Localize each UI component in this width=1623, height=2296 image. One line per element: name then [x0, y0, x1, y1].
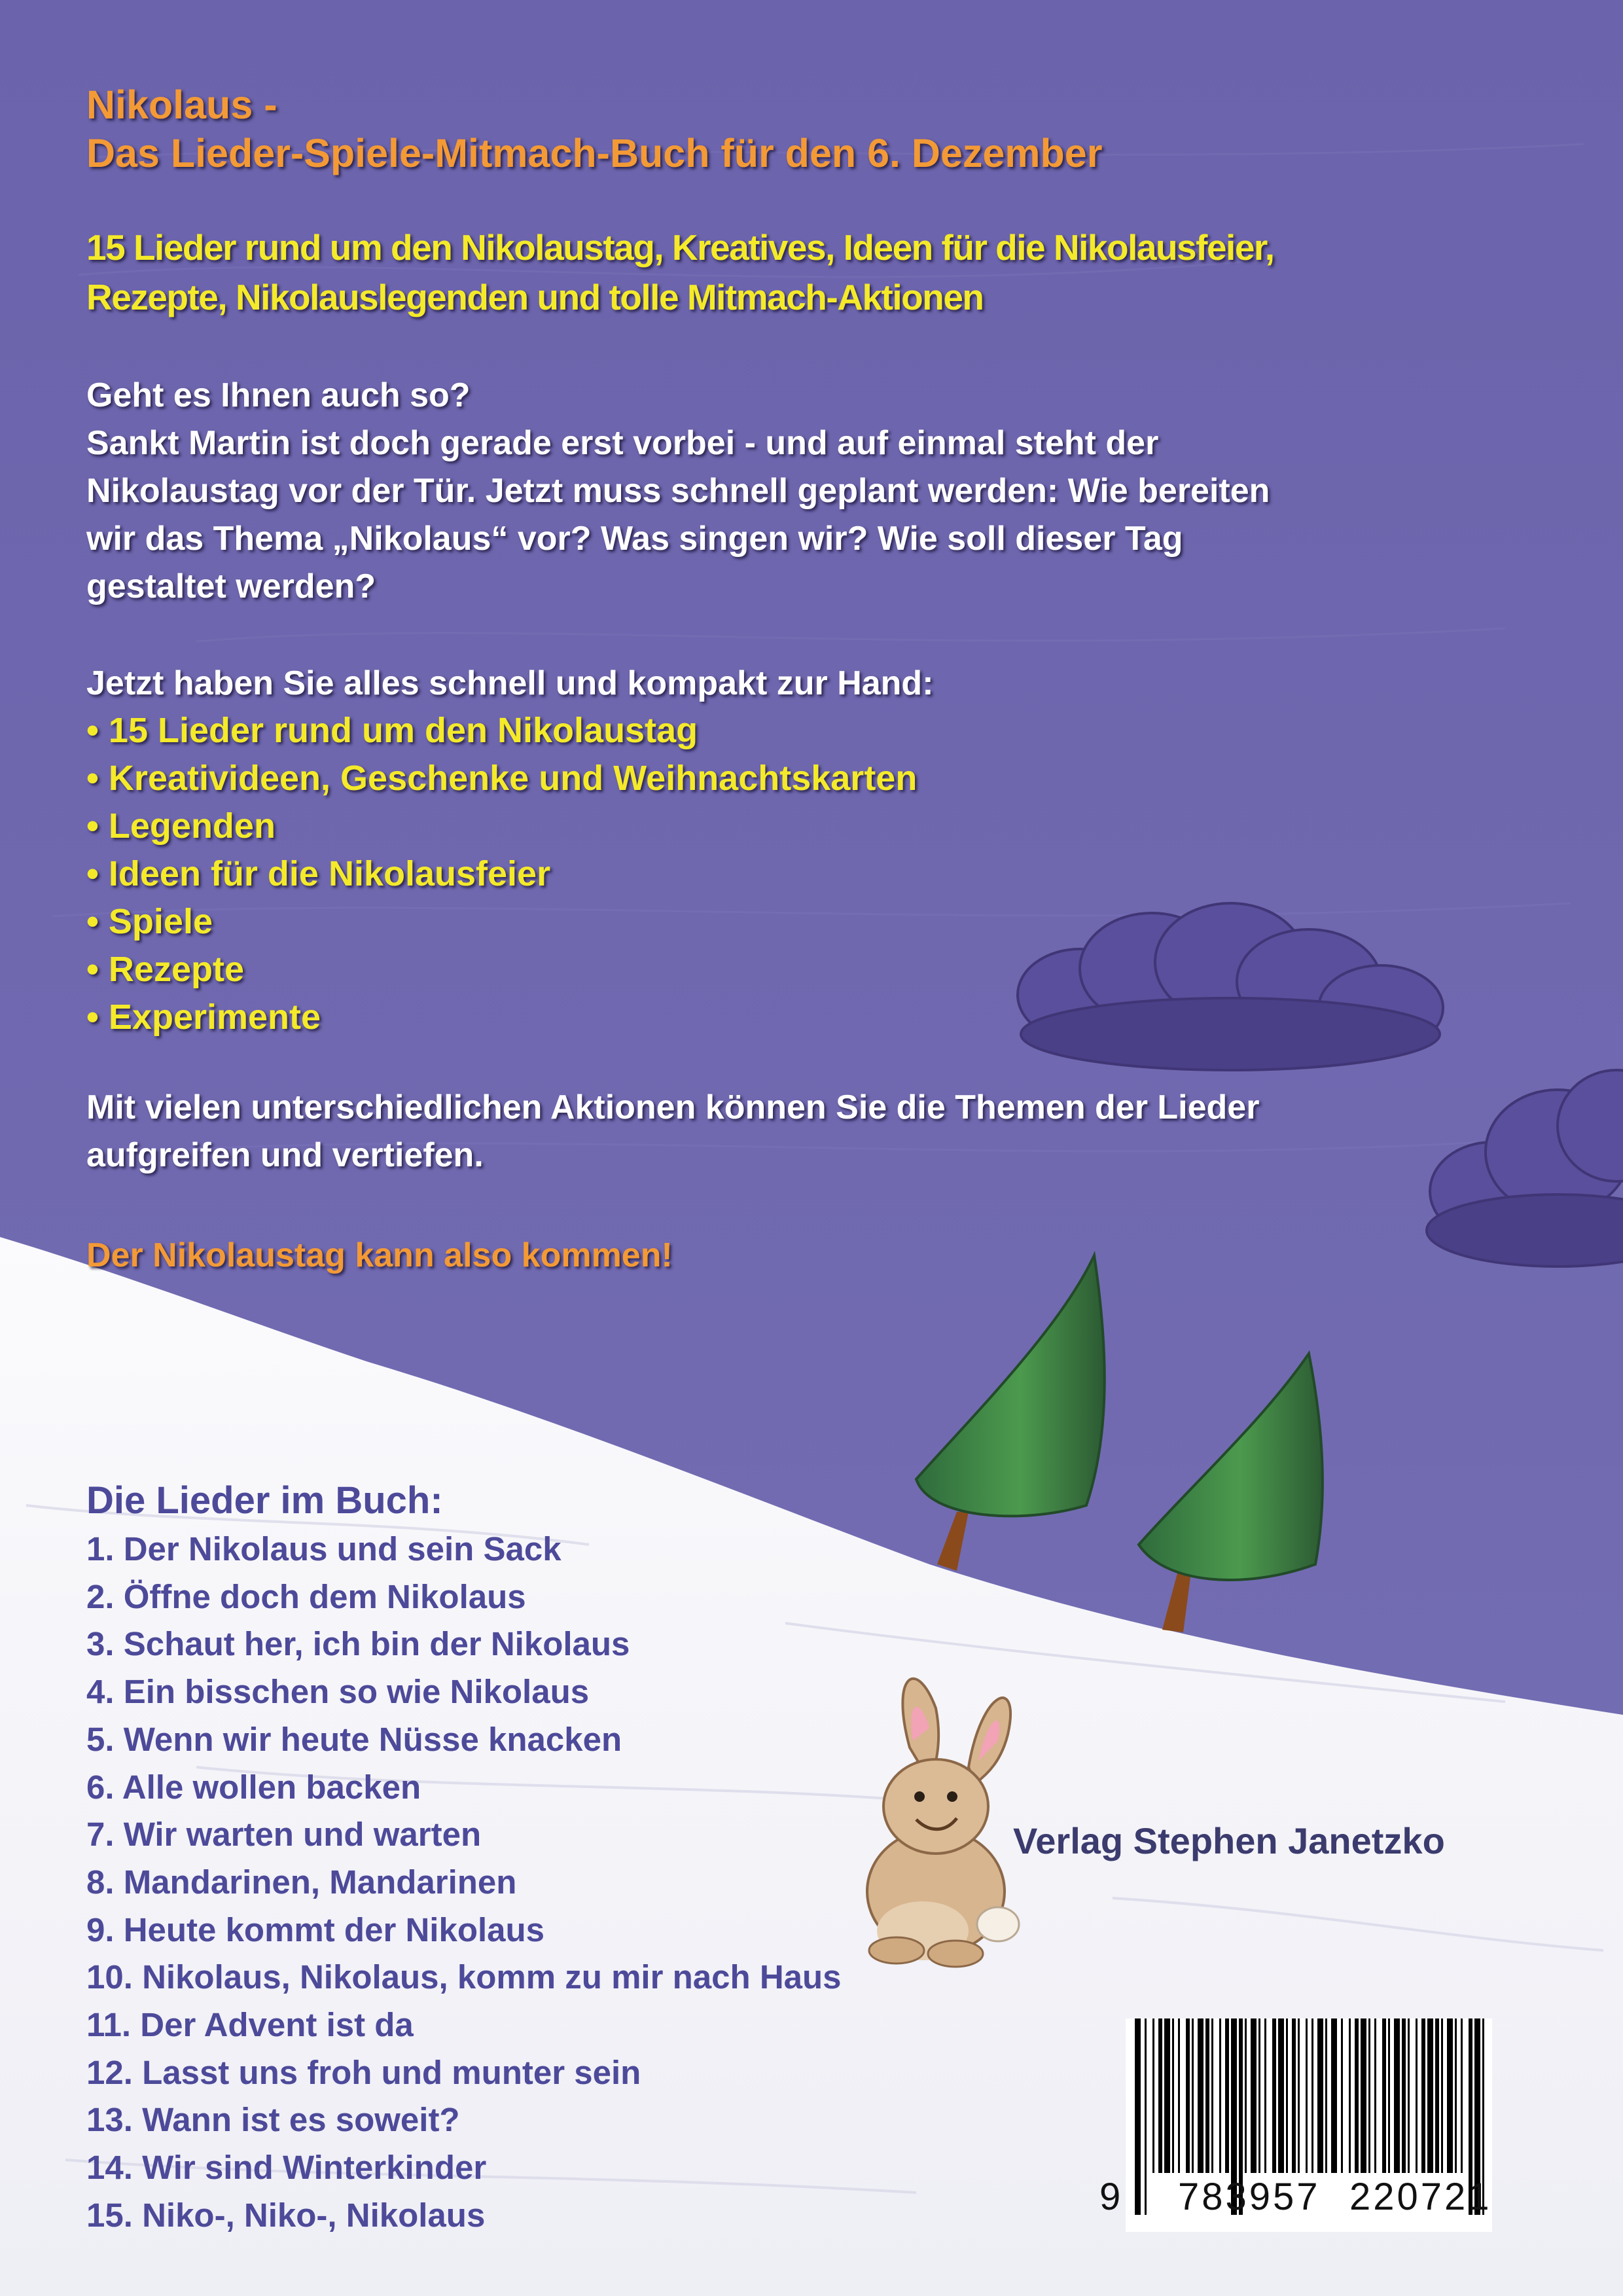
barcode-bar — [1198, 2018, 1204, 2173]
barcode-bar — [1145, 2018, 1147, 2215]
barcode-bar — [1361, 2018, 1366, 2173]
barcode-bar — [1178, 2018, 1180, 2173]
song-item: 6. Alle wollen backen — [86, 1768, 421, 1806]
barcode-digit-first: 9 — [1099, 2176, 1121, 2218]
title-line-2: Das Lieder-Spiele-Mitmach-Buch für den 6. Dezember — [86, 131, 1103, 175]
barcode-bar — [1172, 2018, 1174, 2173]
feature-item: • 15 Lieder rund um den Nikolaustag — [86, 711, 698, 750]
title-line-1: Nikolaus - — [86, 82, 277, 127]
barcode-bar — [1388, 2018, 1390, 2173]
barcode-bar — [1158, 2018, 1162, 2173]
song-item: 7. Wir warten und warten — [86, 1816, 482, 1854]
barcode-bar — [1164, 2018, 1170, 2173]
song-item: 11. Der Advent ist da — [86, 2006, 414, 2044]
features-list — [86, 707, 917, 1041]
barcode-bar — [1205, 2018, 1209, 2173]
barcode-bar — [1355, 2018, 1359, 2173]
feature-item: • Experimente — [86, 997, 321, 1037]
barcode-bar — [1447, 2018, 1453, 2173]
barcode-bar — [1286, 2018, 1288, 2173]
song-item: 8. Mandarinen, Mandarinen — [86, 1863, 517, 1901]
barcode-bar — [1402, 2018, 1406, 2173]
barcode-bar — [1416, 2018, 1418, 2173]
song-item: 1. Der Nikolaus und sein Sack — [86, 1530, 562, 1568]
intro-line: gestaltet werden? — [86, 567, 376, 605]
song-item: 9. Heute kommt der Nikolaus — [86, 1910, 545, 1948]
barcode-bar — [1374, 2018, 1376, 2173]
barcode-bar — [1368, 2018, 1370, 2173]
barcode-bar — [1325, 2018, 1327, 2173]
subtitle-line: 15 Lieder rund um den Nikolaustag, Kreatives, Ideen für die Nikolausfeier, — [86, 227, 1274, 268]
barcode-bar — [1135, 2018, 1141, 2215]
barcode-bar — [1349, 2018, 1351, 2173]
barcode-bar — [1298, 2018, 1300, 2173]
barcode-bar — [1455, 2018, 1457, 2173]
outro-paragraph — [86, 1084, 1259, 1179]
intro-line: wir das Thema „Nikolaus“ vor? Was singen wir? Wie soll dieser Tag — [86, 520, 1183, 558]
songs-heading: Die Lieder im Buch: — [86, 1479, 443, 1522]
barcode-bar — [1441, 2018, 1443, 2173]
barcode-bar — [1311, 2018, 1313, 2173]
barcode-bar — [1317, 2018, 1323, 2173]
subtitle-line: Rezepte, Nikolauslegenden und tolle Mitmach-Aktionen — [86, 277, 984, 317]
barcode-bar — [1225, 2018, 1229, 2173]
barcode-bar — [1435, 2018, 1439, 2173]
barcode-bar — [1408, 2018, 1410, 2173]
closing-line: Der Nikolaustag kann also kommen! — [86, 1236, 673, 1274]
intro-line: Sankt Martin ist doch gerade erst vorbei - und auf einmal steht der — [86, 424, 1159, 462]
subtitle — [86, 223, 1274, 322]
publisher-name: Verlag Stephen Janetzko — [1013, 1820, 1445, 1861]
song-item: 3. Schaut her, ich bin der Nikolaus — [86, 1625, 630, 1663]
barcode-bar — [1272, 2018, 1276, 2173]
songs-list — [86, 1526, 842, 2240]
barcode-bar — [1382, 2018, 1386, 2173]
barcode-bar — [1258, 2018, 1260, 2173]
feature-item: • Ideen für die Nikolausfeier — [86, 854, 551, 893]
barcode-bar — [1219, 2018, 1221, 2173]
feature-item: • Kreativideen, Geschenke und Weihnachtskarten — [86, 759, 918, 798]
barcode-bar — [1278, 2018, 1284, 2173]
barcode-bar — [1264, 2018, 1266, 2173]
barcode-bar — [1306, 2018, 1308, 2173]
intro-line: Nikolaustag vor der Tür. Jetzt muss schnell geplant werden: Wie bereiten — [86, 472, 1270, 510]
song-item: 10. Nikolaus, Nikolaus, komm zu mir nach Haus — [86, 1958, 842, 1996]
barcode-bar — [1211, 2018, 1213, 2173]
feature-item: • Spiele — [86, 902, 213, 941]
barcode-bar — [1245, 2018, 1247, 2173]
outro-line: aufgreifen und vertiefen. — [86, 1136, 484, 1174]
barcode-bar — [1251, 2018, 1257, 2173]
song-item: 5. Wenn wir heute Nüsse knacken — [86, 1720, 622, 1758]
outro-line: Mit vielen unterschiedlichen Aktionen können Sie die Themen der Lieder — [86, 1088, 1260, 1126]
barcode-bar — [1341, 2018, 1343, 2173]
feature-item: • Rezepte — [86, 950, 244, 989]
feature-item: • Legenden — [86, 806, 276, 846]
barcode-bar — [1331, 2018, 1337, 2173]
song-item: 14. Wir sind Winterkinder — [86, 2149, 487, 2187]
barcode-digits-right: 220721 — [1349, 2176, 1492, 2218]
song-item: 4. Ein bisschen so wie Nikolaus — [86, 1673, 590, 1711]
barcode-bar — [1186, 2018, 1190, 2173]
song-item: 15. Niko-, Niko-, Nikolaus — [86, 2196, 486, 2234]
barcode-digits-left: 783957 — [1178, 2176, 1321, 2218]
intro-paragraph — [86, 372, 1270, 611]
barcode-bar — [1394, 2018, 1400, 2173]
barcode-bar — [1152, 2018, 1154, 2173]
barcode-bar — [1292, 2018, 1296, 2173]
barcode-bar — [1192, 2018, 1194, 2173]
barcode-bar — [1427, 2018, 1433, 2173]
barcode-bar — [1461, 2018, 1463, 2173]
features-intro: Jetzt haben Sie alles schnell und kompakt zur Hand: — [86, 664, 934, 702]
song-item: 13. Wann ist es soweit? — [86, 2101, 460, 2139]
intro-line: Geht es Ihnen auch so? — [86, 376, 471, 414]
song-item: 12. Lasst uns froh und munter sein — [86, 2053, 641, 2091]
barcode-bar — [1421, 2018, 1425, 2173]
song-item: 2. Öffne doch dem Nikolaus — [86, 1577, 526, 1615]
